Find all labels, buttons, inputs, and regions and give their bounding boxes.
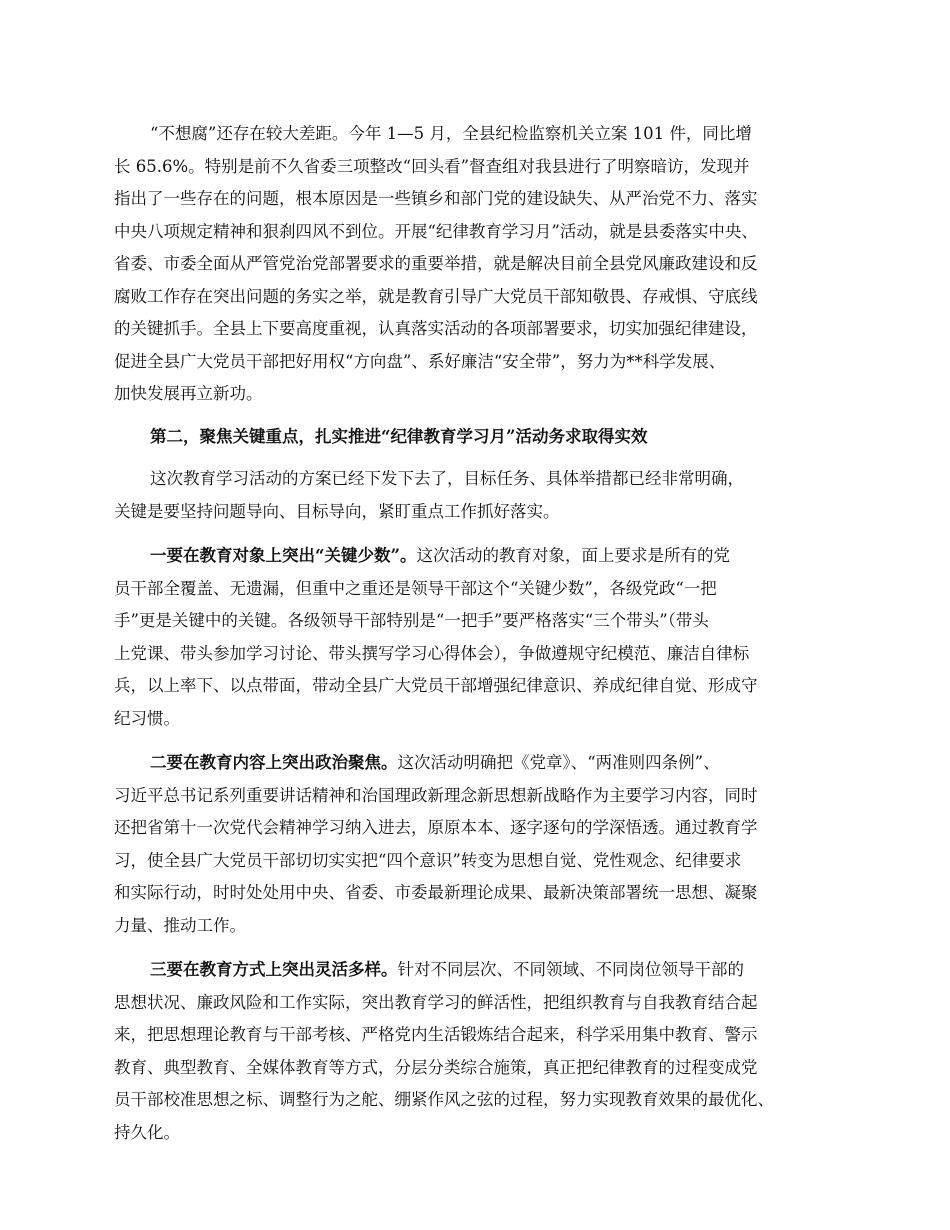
paragraph-5	[114, 954, 850, 1149]
lead-text: 三要在教育方式上突出灵活多样。	[150, 960, 398, 979]
text-line: 腐败工作存在突出问题的务实之举，就是教育引导广大党员干部知敬畏、存戒惧、守底线	[114, 286, 758, 306]
text-line: 来，把思想理论教育与干部考核、严格党内生活锻炼结合起来，科学采用集中教育、警示	[114, 1025, 758, 1044]
text-line	[114, 747, 850, 780]
text-line: “不想腐”还存在较大差距。今年 1—5 月，全县纪检监察机关立案 101 件，同比增	[150, 124, 752, 143]
text-line: 手”更是关键中的关键。各级领导干部特别是“一把手”要严格落实“三个带头”（带头	[114, 611, 709, 630]
text-line: 指出了一些存在的问题，根本原因是一些镇乡和部门党的建设缺失、从严治党不力、落实	[114, 189, 758, 208]
text-run: 针对不同层次、不同领域、不同岗位领导干部的	[397, 960, 744, 979]
text-run: 这次活动明确把《党章》、“两准则四条例”、	[397, 753, 720, 772]
text-line: 加快发展再立新功。	[114, 384, 263, 403]
text-line: 员干部校准思想之标、调整行为之舵、绷紧作风之弦的过程，努力实现教育效果的最优化、	[114, 1090, 774, 1109]
lead-text: 一要在教育对象上突出“关键少数”。	[150, 546, 417, 565]
text-line: 教育、典型教育、全媒体教育等方式，分层分类综合施策，真正把纪律教育的过程变成党	[114, 1057, 758, 1077]
text-line: 思想状况、廉政风险和工作实际，突出教育学习的鲜活性，把组织教育与自我教育结合起	[114, 992, 758, 1012]
text-line: 还把省第十一次党代会精神学习纳入进去，原原本本、逐字逐句的学深悟透。通过教育学	[114, 818, 758, 837]
text-line	[114, 540, 850, 573]
text-line: 长 65.6%。特别是前不久省委三项整改“回头看”督查组对我县进行了明察暗访，发现并	[114, 156, 750, 176]
text-line: 持久化。	[114, 1122, 180, 1142]
paragraph-1	[114, 118, 850, 411]
text-line: 和实际行动，时时处处用中央、省委、市委最新理论成果、最新决策部署统一思想、凝聚	[114, 883, 758, 902]
paragraph-4	[114, 747, 850, 942]
text-run: 这次活动的教育对象，面上要求是所有的党	[416, 546, 730, 565]
text-line: 员干部全覆盖、无遗漏，但重中之重还是领导干部这个“关键少数”，各级党政“一把	[114, 578, 717, 598]
text-line: 省委、市委全面从严管党治党部署要求的重要举措，就是解决目前全县党风廉政建设和反	[114, 254, 758, 273]
paragraph-2	[114, 463, 850, 528]
text-line: 纪习惯。	[114, 708, 180, 728]
text-line: 促进全县广大党员干部把好用权“方向盘”、系好廉洁“安全带”，努力为**科学发展、	[114, 351, 726, 371]
paragraph-3	[114, 540, 850, 735]
text-line: 习，使全县广大党员干部切切实实把“四个意识”转变为思想自觉、党性观念、纪律要求	[114, 850, 742, 870]
text-line	[114, 954, 850, 987]
lead-text: 二要在教育内容上突出政治聚焦。	[150, 753, 398, 772]
text-line: 的关键抓手。全县上下要高度重视，认真落实活动的各项部署要求，切实加强纪律建设，	[114, 319, 758, 338]
heading-text: 第二，聚焦关键重点，扎实推进“纪律教育学习月”活动务求取得实效	[150, 426, 648, 446]
text-line: 上党课、带头参加学习讨论、带头撰写学习心得体会），争做遵规守纪模范、廉洁自律标	[114, 643, 750, 663]
text-line: 关键是要坚持问题导向、目标导向，紧盯重点工作抓好落实。	[114, 501, 560, 521]
text-line: 习近平总书记系列重要讲话精神和治国理政新理念新思想新战略作为主要学习内容，同时	[114, 785, 758, 805]
text-line: 力量、推动工作。	[114, 915, 246, 935]
text-line: 兵，以上率下、以点带面，带动全县广大党员干部增强纪律意识、养成纪律自觉、形成守	[114, 676, 758, 695]
text-line: 中央八项规定精神和狠刹四风不到位。开展“纪律教育学习月”活动，就是县委落实中央、	[114, 221, 758, 241]
section-heading	[114, 421, 850, 454]
text-line: 这次教育学习活动的方案已经下发下去了，目标任务、具体举措都已经非常明确，	[150, 469, 744, 488]
